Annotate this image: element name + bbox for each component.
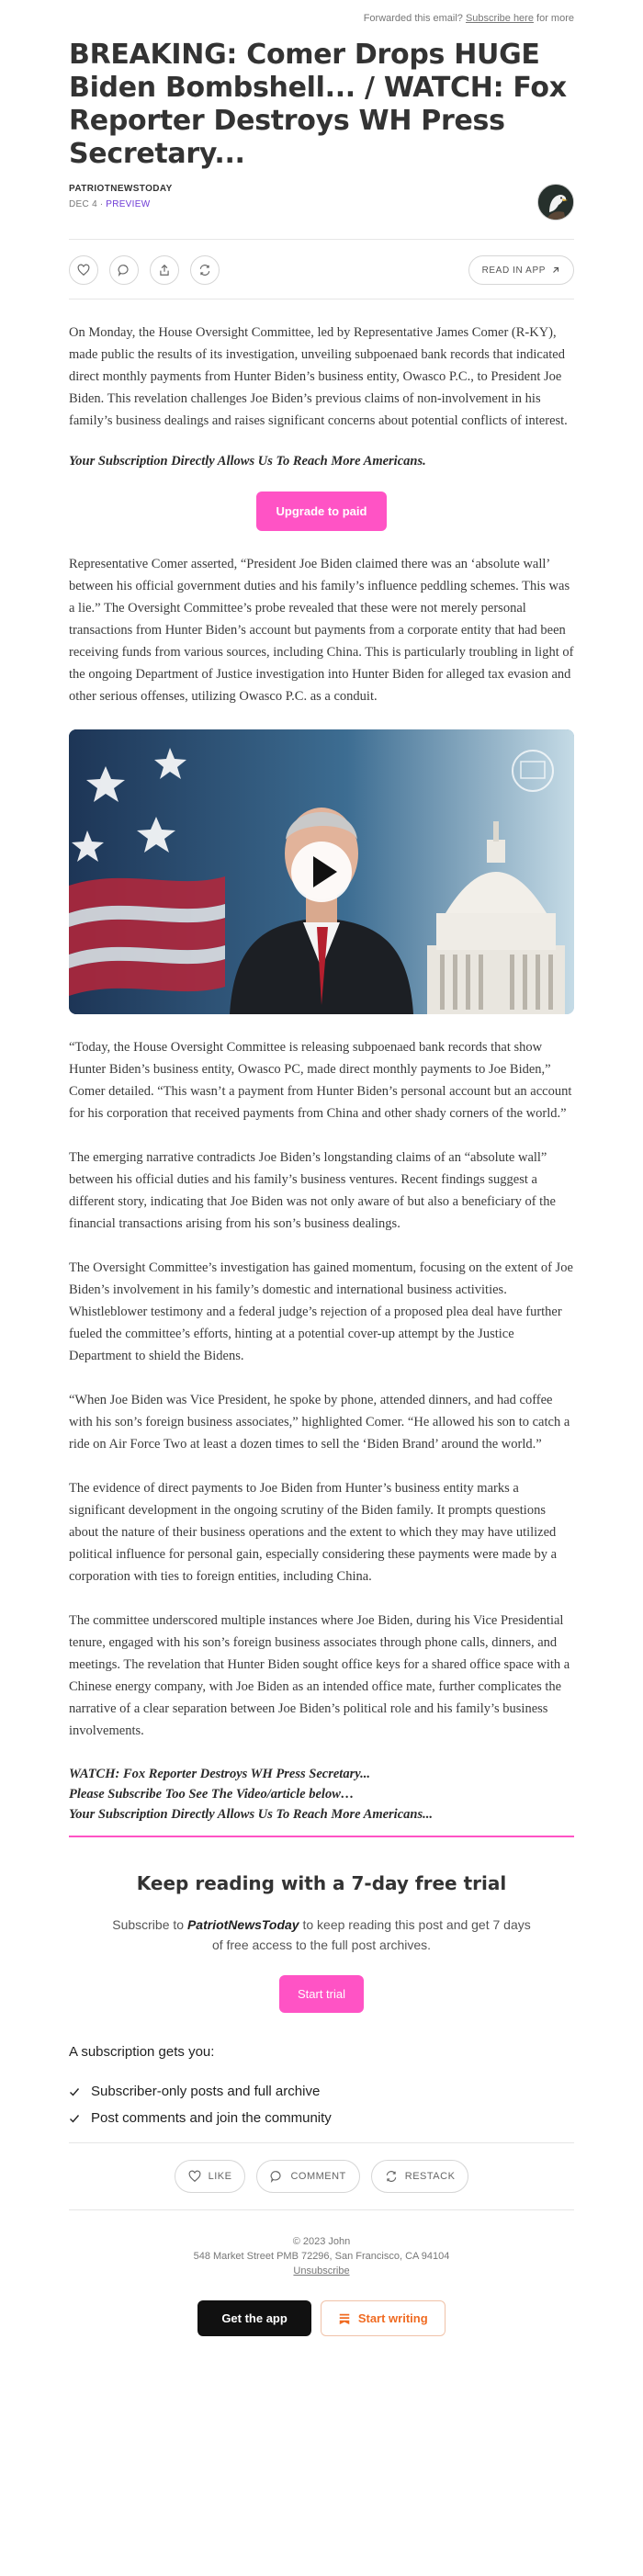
unsubscribe-link[interactable]: Unsubscribe <box>293 2265 350 2277</box>
read-in-app-label: READ IN APP <box>481 265 546 276</box>
forwarded-notice <box>69 0 574 37</box>
comment-pill-button[interactable]: COMMENT <box>256 2160 359 2193</box>
read-in-app-button[interactable] <box>468 255 574 285</box>
check-icon <box>69 2113 80 2124</box>
eagle-icon <box>538 185 574 220</box>
copyright: © 2023 John <box>292 2236 351 2247</box>
post-action-bar <box>69 239 574 299</box>
trial-heading: Keep reading with a 7-day free trial <box>136 1872 507 1894</box>
body-paragraph: The committee underscored multiple instances where Joe Biden, during his Vice Presidential tenure, engaged with his son’s foreign business associates through phone calls, dinners, and meetings. The revelation that Hunter Biden sought office keys for a shared office space with a Chinese energy company, with Joe Biden as an intended office mate, further complicates the narrative of a clear separation between Joe Biden’s political role and his family’s business involvements. <box>69 1613 570 1738</box>
get-the-app-button[interactable]: Get the app <box>197 2300 311 2336</box>
post-title[interactable]: BREAKING: Comer Drops HUGE Biden Bombshell... / WATCH: Fox Reporter Destroys WH Press Secretary... <box>69 39 567 170</box>
benefit-item: Subscriber-only posts and full archive <box>69 2084 574 2099</box>
benefits-heading: A subscription gets you: <box>69 2044 215 2060</box>
footer-cta-row <box>69 2300 574 2336</box>
upgrade-container <box>69 491 574 531</box>
heart-icon <box>188 2170 201 2183</box>
closing-line-watch: WATCH: Fox Reporter Destroys WH Press Secretary... <box>69 1767 370 1781</box>
mailing-address: 548 Market Street PMB 72296, San Francisco, CA 94104 <box>193 2251 450 2262</box>
start-writing-button[interactable]: Start writing <box>321 2300 446 2336</box>
restack-pill-button[interactable]: RESTACK <box>371 2160 469 2193</box>
post-date: DEC 4 <box>69 199 97 209</box>
share-icon <box>158 264 171 277</box>
restack-button[interactable] <box>190 255 220 285</box>
bottom-action-bar <box>69 2142 574 2210</box>
share-button[interactable] <box>150 255 179 285</box>
publication-name[interactable]: PATRIOTNEWSTODAY <box>69 184 173 194</box>
check-icon <box>69 2086 80 2097</box>
body-paragraph: The emerging narrative contradicts Joe Biden’s longstanding claims of an “absolute wall” between his official duties and his family’s business ventures. Recent findings suggest a different story, indicating that Joe Biden was not only aware of but also a beneficiary of the financial transactions arising from his son’s business dealings. <box>69 1150 556 1231</box>
body-paragraph: The Oversight Committee’s investigation has gained momentum, focusing on the extent of Joe Biden’s involvement in his family’s domestic and international business activities. Whistleblower testimony and a federal judge’s rejection of a proposed plea deal have further fueled the committee’s efforts, hinting at a potential cover-up attempt by the Justice Department to shield the Bidens. <box>69 1260 573 1363</box>
body-paragraph: Representative Comer asserted, “President Joe Biden claimed there was an ‘absolute wall’ between his official government duties and his family’s influence peddling schemes. This was a lie.” The Oversight Committee’s probe revealed that these were not merely personal transactions from Hunter Biden’s account but payments from a corporate entity that had been receiving funds from various sources, including China. This is particularly troubling in light of the ongoing Department of Justice investigation into Hunter Biden for alleged tax evasion and other serious offenses, utilizing Owasco P.C. as a conduit. <box>69 557 574 704</box>
body-paragraph: “When Joe Biden was Vice President, he spoke by phone, attended dinners, and had coffee with his son’s foreign business associates,” highlighted Comer. “He allowed his son to catch a ride on Air Force Two at least a dozen times to sell the ‘Biden Brand’ around the world.” <box>69 1393 570 1452</box>
external-arrow-icon <box>551 266 560 275</box>
body-paragraph: On Monday, the House Oversight Committee, led by Representative James Comer (R-KY), made public the results of its investigation, unveiling subpoenaed bank records that indicated direct monthly payments from Hunter Biden’s business entity, Owasco P.C., to President Joe Biden. This revelation challenges Joe Biden’s previous claims of non-involvement in his family’s business dealings and raises significant concerns about potential conflicts of interest. <box>69 325 568 428</box>
subscribe-here-link[interactable]: Subscribe here <box>465 13 534 24</box>
closing-line-reach: Your Subscription Directly Allows Us To Reach More Americans... <box>69 1807 433 1822</box>
post-body-continued <box>69 553 574 707</box>
upgrade-to-paid-button[interactable]: Upgrade to paid <box>256 491 388 531</box>
body-paragraph: “Today, the House Oversight Committee is releasing subpoenaed bank records that show Hunter Biden’s business entity, Owasco PC, made direct monthly payments to Joe Biden,” Comer detailed. “This wasn’t a payment from Hunter Biden’s personal account but an account for his corporation that received payments from China and other shady corners of the world.” <box>69 1040 572 1121</box>
trial-section <box>69 1872 574 2013</box>
forwarded-text: Forwarded this email? <box>363 13 463 24</box>
email-footer <box>69 2234 574 2278</box>
closing-lines <box>69 1764 574 1825</box>
benefits-list <box>69 2084 574 2126</box>
author-avatar[interactable] <box>537 184 574 220</box>
restack-icon <box>198 264 211 277</box>
post-meta <box>69 184 574 228</box>
subscription-benefits <box>69 2044 574 2126</box>
closing-line-subscribe: Please Subscribe Too See The Video/article below… <box>69 1787 355 1802</box>
start-trial-button[interactable]: Start trial <box>279 1975 364 2013</box>
comment-icon <box>270 2170 283 2183</box>
video-embed[interactable] <box>69 729 574 1014</box>
trial-description: Subscribe to PatriotNewsToday to keep reading this post and get 7 days of free access to the full post archives. <box>112 1917 531 1952</box>
restack-icon <box>385 2170 398 2183</box>
trial-publication-name: PatriotNewsToday <box>186 1917 299 1932</box>
body-paragraph: The evidence of direct payments to Joe Biden from Hunter’s business entity marks a significant development in the ongoing scrutiny of the Biden family. It prompts questions about the nature of their business operations and the extent to which they may have utilized political influence for personal gain, especially considering these payments were made by a corporation with ties to foreign entities, including China. <box>69 1481 558 1584</box>
comment-button[interactable] <box>109 255 139 285</box>
substack-logo-icon <box>338 2312 351 2325</box>
for-more-text: for more <box>536 13 574 24</box>
paywall-divider <box>69 1836 574 1837</box>
like-button[interactable] <box>69 255 98 285</box>
subscription-note: Your Subscription Directly Allows Us To Reach More Americans. <box>69 454 426 469</box>
post-body <box>69 322 574 432</box>
post-date-line: DEC 4 ∙ PREVIEW <box>69 199 151 209</box>
video-thumbnail <box>69 729 574 1014</box>
like-pill-button[interactable]: LIKE <box>175 2160 246 2193</box>
benefit-item: Post comments and join the community <box>69 2110 574 2126</box>
heart-icon <box>77 264 90 277</box>
preview-label: PREVIEW <box>106 199 151 209</box>
post-body-after-video <box>69 1036 574 1742</box>
comment-icon <box>118 264 130 277</box>
